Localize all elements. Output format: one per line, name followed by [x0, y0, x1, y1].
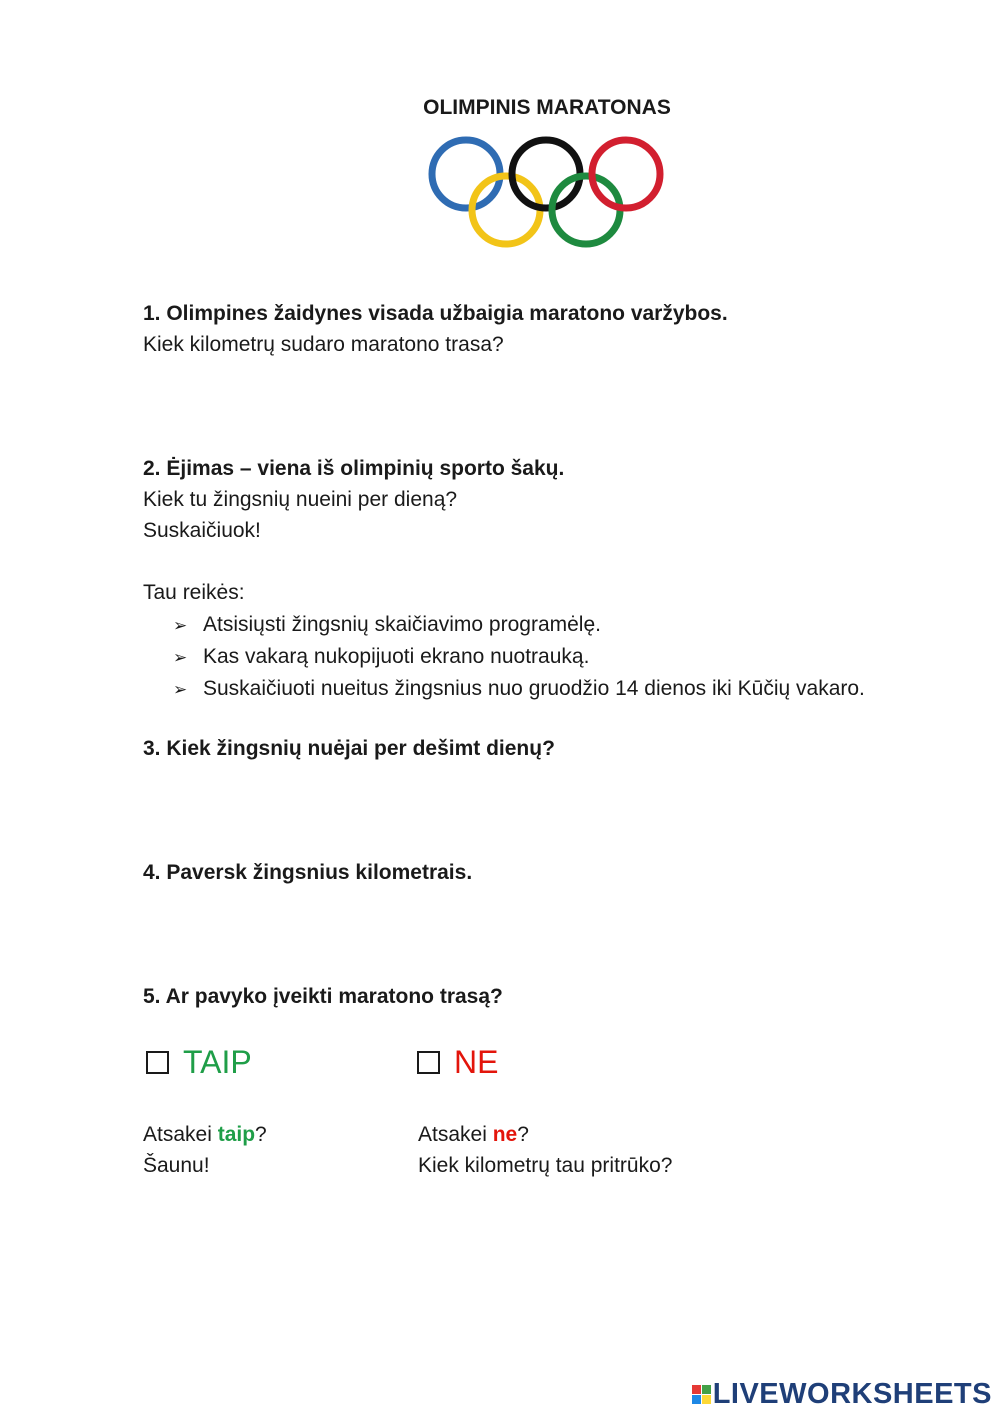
arrow-bullet-icon: ➢ — [173, 680, 188, 699]
answer-no-line2: Kiek kilometrų tau pritrūko? — [418, 1154, 673, 1177]
question-2 — [143, 453, 564, 546]
ring-black — [512, 140, 580, 208]
ring-green — [552, 176, 620, 244]
logo-mark-icon — [692, 1385, 711, 1404]
needs-label: Tau reikės: — [143, 581, 245, 604]
arrow-bullet-icon: ➢ — [173, 648, 188, 667]
question-1 — [143, 298, 728, 360]
ring-red — [592, 140, 660, 208]
question-2-line1: Kiek tu žingsnių nueini per dieną? — [143, 488, 458, 511]
arrow-bullet-icon: ➢ — [173, 616, 188, 635]
answer-yes: Atsakei taip? Šaunu! — [143, 1123, 267, 1177]
question-1-text: Kiek kilometrų sudaro maratono trasa? — [143, 333, 504, 356]
question-1-heading: 1. Olimpines žaidynes visada užbaigia maratono varžybos. — [143, 302, 728, 325]
olympic-rings-icon — [426, 134, 668, 252]
question-3-heading: 3. Kiek žingsnių nuėjai per dešimt dienų? — [143, 737, 555, 760]
question-5-heading: 5. Ar pavyko įveikti maratono trasą? — [143, 985, 503, 1008]
choice-yes[interactable] — [146, 1044, 252, 1081]
ring-yellow — [472, 176, 540, 244]
list-item: ➢ Kas vakarą nukopijuoti ekrano nuotrauką. — [173, 641, 865, 673]
no-checkbox[interactable] — [417, 1051, 440, 1074]
question-2-line2: Suskaičiuok! — [143, 519, 261, 542]
question-4-heading: 4. Paversk žingsnius kilometrais. — [143, 861, 473, 884]
answer-yes-word: taip — [217, 1123, 256, 1146]
choice-no[interactable] — [417, 1044, 498, 1081]
yes-label: TAIP — [183, 1044, 252, 1080]
list-item: ➢ Suskaičiuoti nueitus žingsnius nuo gruodžio 14 dienos iki Kūčių vakaro. — [173, 673, 865, 705]
logo-text: LIVEWORKSHEETS — [712, 1378, 992, 1410]
needs-list — [173, 609, 865, 705]
question-2-heading: 2. Ėjimas – viena iš olimpinių sporto šakų. — [143, 457, 565, 480]
answer-no: Atsakei ne? Kiek kilometrų tau pritrūko? — [418, 1123, 673, 1177]
ring-blue — [432, 140, 500, 208]
answer-no-word: ne — [492, 1123, 518, 1146]
liveworksheets-logo — [692, 1378, 992, 1411]
answer-yes-line2: Šaunu! — [143, 1154, 210, 1177]
no-label: NE — [454, 1044, 499, 1080]
page-title: OLIMPINIS MARATONAS — [423, 96, 671, 119]
list-item: ➢ Atsisiųsti žingsnių skaičiavimo programėlę. — [173, 609, 865, 641]
yes-checkbox[interactable] — [146, 1051, 169, 1074]
